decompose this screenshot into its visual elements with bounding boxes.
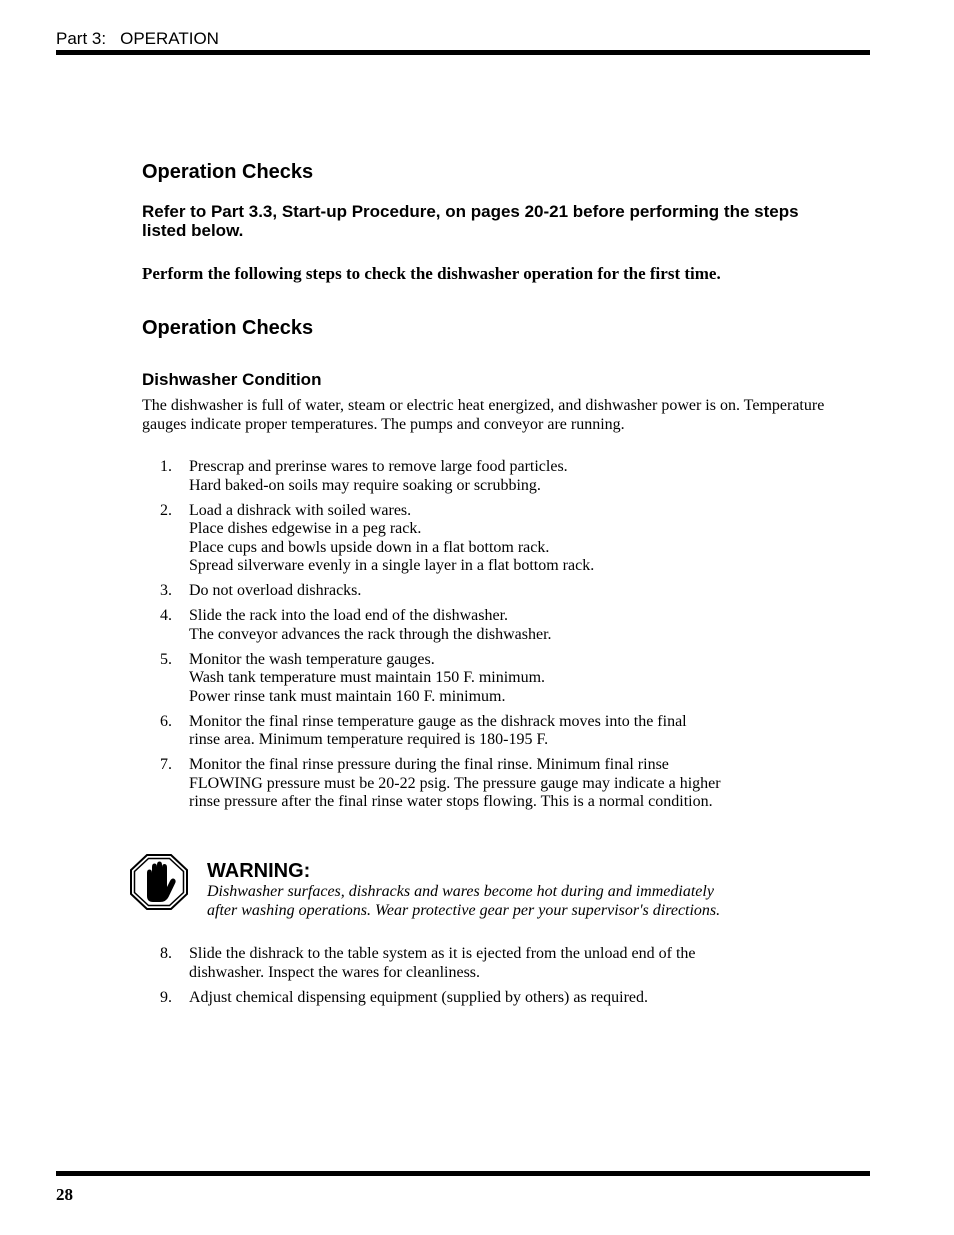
step-list (142, 458, 802, 818)
step-number: 5. (160, 650, 172, 668)
step-text: Slide the dishrack to the table system as it is ejected from the unload end of the dishwasher. Inspect the wares for cleanliness. (189, 945, 696, 981)
step-item (142, 945, 802, 982)
step-number: 7. (160, 756, 172, 773)
step-text: Monitor the final rinse temperature gauge as the dishrack moves into the final rinse area. Minimum temperature required is 180-195 F. (189, 712, 687, 748)
warning-text: Dishwasher surfaces, dishracks and wares become hot during and immediately after washing operations. Wear protective gear per your supervisor's directions. (207, 883, 721, 919)
step-number: 2. (160, 501, 172, 519)
step-text: Monitor the wash temperature gauges. Wash tank temperature must maintain 150 F. minimum. Power rinse tank must maintain 160 F. minimum. (189, 650, 546, 705)
header-title: OPERATION (120, 29, 219, 48)
step-item (142, 607, 802, 644)
step-number: 3. (160, 582, 172, 599)
step-item (142, 713, 802, 750)
step-item (142, 989, 802, 1008)
section-heading: Operation Checks (142, 161, 314, 183)
step-list (142, 945, 802, 1014)
page-header (56, 29, 219, 49)
step-text: Do not overload dishracks. (189, 582, 362, 599)
warning-title: WARNING: (207, 860, 311, 882)
step-number: 6. (160, 712, 172, 730)
stop-hand-icon (130, 854, 188, 910)
footer-rule (56, 1171, 870, 1176)
section-heading: Operation Checks (142, 317, 314, 339)
step-item (142, 582, 802, 601)
step-text: Adjust chemical dispensing equipment (supplied by others) as required. (189, 988, 649, 1006)
step-text: Prescrap and prerinse wares to remove large food particles. Hard baked-on soils may require soaking or scrubbing. (189, 458, 568, 494)
refer-note: Refer to Part 3.3, Start-up Procedure, on pages 20-21 before performing the steps listed below. (142, 202, 799, 240)
step-number: 1. (160, 458, 172, 475)
page-number: 28 (56, 1185, 73, 1204)
step-item (142, 458, 802, 495)
step-item (142, 502, 802, 576)
step-item (142, 651, 802, 707)
subheading: Dishwasher Condition (142, 370, 322, 389)
step-item (142, 756, 802, 812)
step-number: 9. (160, 988, 172, 1006)
condition-paragraph: The dishwasher is full of water, steam or electric heat energized, and dishwasher power is on. Temperature gauges indicate proper temperatures. The pumps and conveyor are running. (142, 397, 825, 433)
header-rule (56, 50, 870, 55)
step-text: Load a dishrack with soiled wares. Place dishes edgewise in a peg rack. Place cups and bowls upside down in a flat bottom rack. Spread silverware evenly in a single layer in a flat bottom rack. (189, 501, 595, 574)
header-part: Part 3: (56, 29, 107, 48)
perform-note: Perform the following steps to check the dishwasher operation for the first time. (142, 264, 721, 283)
step-text: Slide the rack into the load end of the dishwasher. The conveyor advances the rack through the dishwasher. (189, 607, 552, 643)
step-number: 8. (160, 945, 172, 962)
step-text: Monitor the final rinse pressure during the final rinse. Minimum final rinse FLOWING pressure must be 20-22 psig. The pressure gauge may indicate a higher rinse pressure after the final rinse water stops flowing. This is a normal condition. (189, 756, 721, 810)
step-number: 4. (160, 607, 172, 624)
